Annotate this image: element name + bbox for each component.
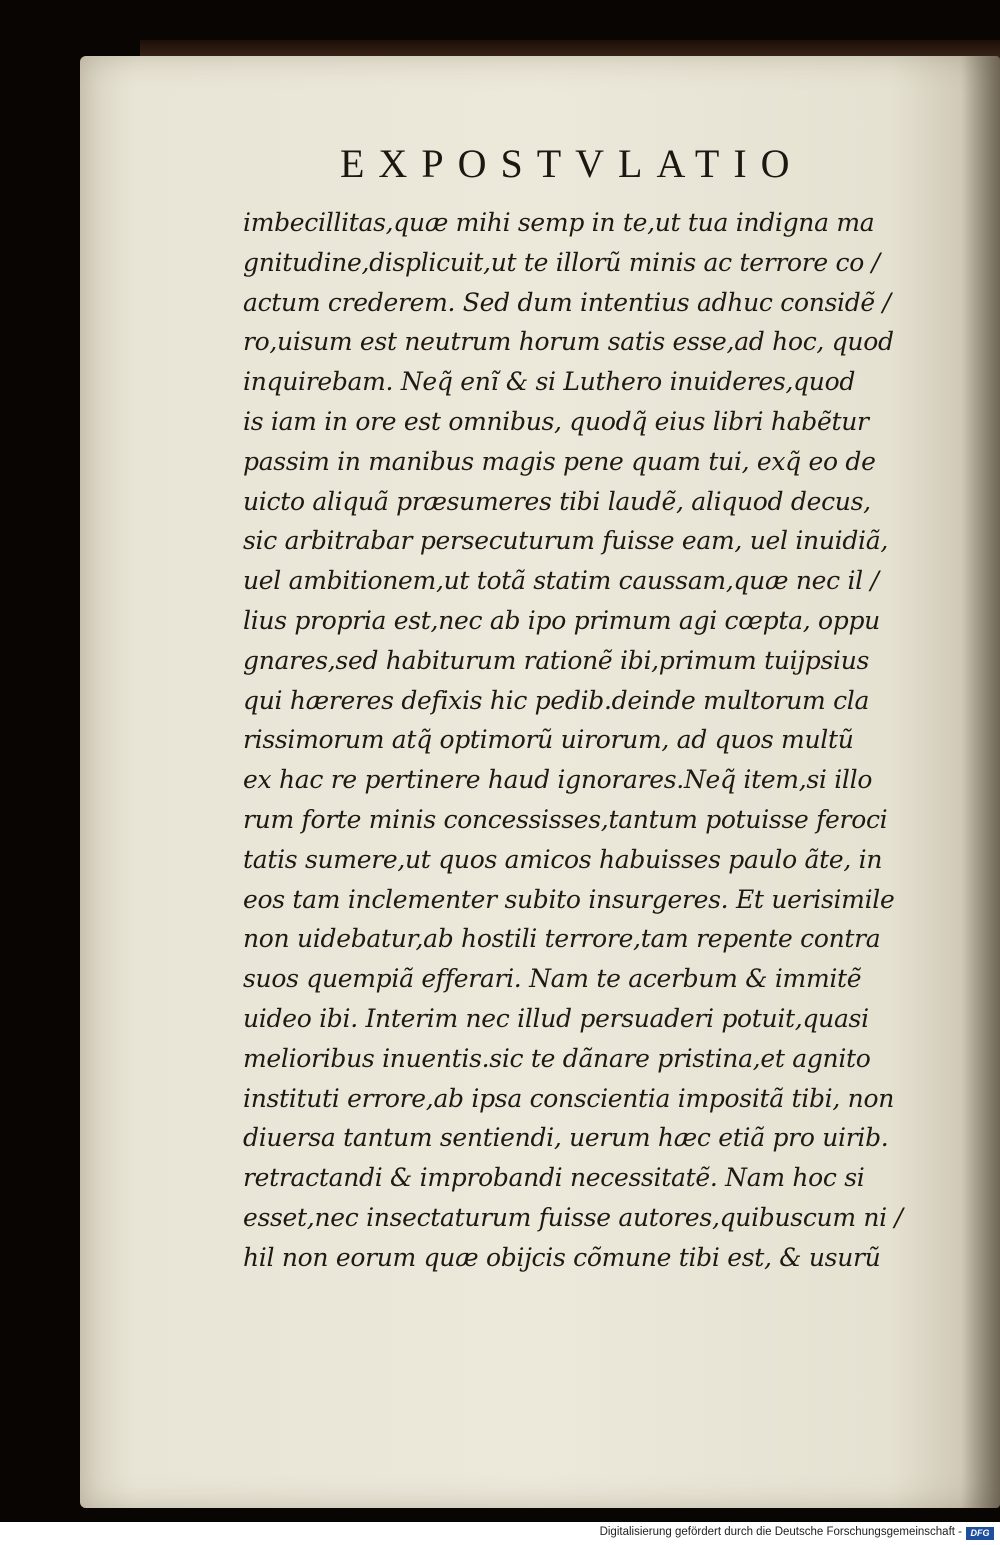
text-line-2: gnitudine,displicuit,ut te illorũ minis ac terrore co / <box>243 247 880 277</box>
text-line-19: non uidebatur,ab hostili terrore,tam repente contra <box>243 924 881 954</box>
text-line-9: sic arbitrabar persecuturum fuisse eam, uel inuidiã, <box>243 526 888 556</box>
funding-notice: Digitalisierung gefördert durch die Deutsche Forschungsgemeinschaft - <box>599 1526 962 1538</box>
text-line-10: uel ambitionem,ut totã statim caussam,quæ nec il / <box>243 566 879 596</box>
text-line-22: melioribus inuentis.sic te dãnare pristina,et agnito <box>243 1043 871 1073</box>
page-gutter-shadow <box>960 56 1000 1508</box>
text-line-24: diuersa tantum sentiendi, uerum hæc etiã pro uirib. <box>243 1123 889 1153</box>
text-line-21: uideo ibi. Interim nec illud persuaderi potuit,quasi <box>243 1003 869 1033</box>
text-line-5: inquirebam. Neq̃ enĩ & si Luthero inuideres,quod <box>243 367 856 397</box>
text-line-11: lius propria est,nec ab ipo primum agi cœpta, oppu <box>243 605 880 635</box>
footer-bar <box>0 1522 1000 1545</box>
text-line-23: instituti errore,ab ipsa conscientia impositã tibi, non <box>243 1083 895 1113</box>
text-line-25: retractandi & improbandi necessitatẽ. Nam hoc si <box>243 1163 865 1193</box>
text-line-4: ro,uisum est neutrum horum satis esse,ad hoc, quod <box>243 327 894 357</box>
text-line-27: hil non eorum quæ obijcis cõmune tibi est, & usurũ <box>243 1242 881 1272</box>
running-head: EXPOSTVLATIO <box>340 141 804 186</box>
text-line-20: suos quempiã efferari. Nam te acerbum & immitẽ <box>243 964 862 994</box>
text-line-14: rissimorum atq̃ optimorũ uirorum, ad quos multũ <box>243 725 854 755</box>
text-line-16: rum forte minis concessisses,tantum potuisse feroci <box>243 804 888 834</box>
text-line-1: imbecillitas,quæ mihi semp in te,ut tua indigna ma <box>243 208 875 237</box>
text-line-3: actum crederem. Sed dum intentius adhuc considẽ / <box>243 287 891 317</box>
text-line-7: passim in manibus magis pene quam tui, exq̃ eo de <box>243 446 876 476</box>
text-line-12: gnares,sed habiturum rationẽ ibi,primum tuijpsius <box>243 645 870 675</box>
text-line-6: is iam in ore est omnibus, quodq̃ eius libri habẽtur <box>243 406 869 436</box>
text-line-13: qui hæreres defixis hic pedib.deinde multorum cla <box>243 685 870 715</box>
text-line-26: esset,nec insectaturum fuisse autores,quibuscum ni / <box>243 1202 903 1232</box>
text-line-18: eos tam inclementer subito insurgeres. Et uerisimile <box>243 884 895 914</box>
text-line-8: uicto aliquã præsumeres tibi laudẽ, aliquod decus, <box>243 486 871 516</box>
text-line-15: ex hac re pertinere haud ignorares.Neq̃ item,si illo <box>243 765 873 795</box>
text-block <box>243 203 923 1278</box>
dfg-logo: DFG <box>966 1527 994 1540</box>
text-line-17: tatis sumere,ut quos amicos habuisses paulo ãte, in <box>243 844 883 874</box>
